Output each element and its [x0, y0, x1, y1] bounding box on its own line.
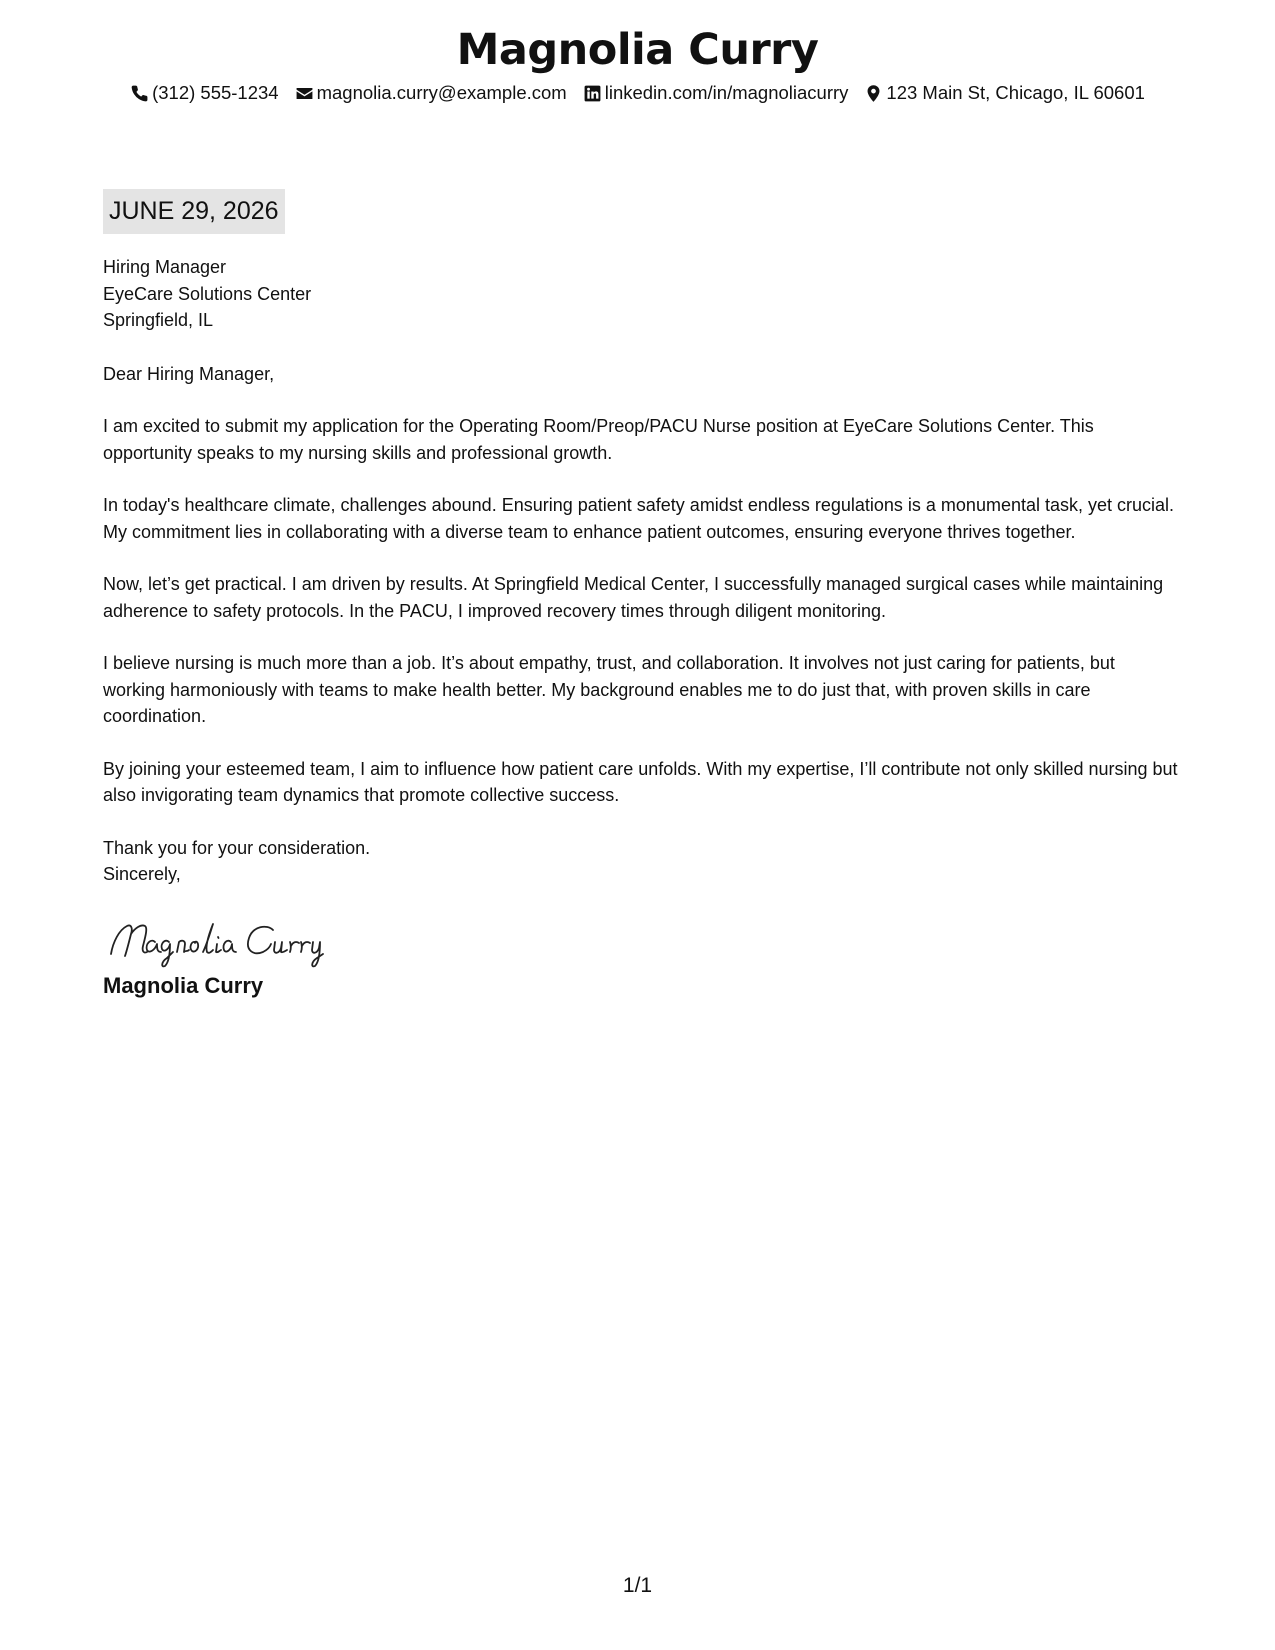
body-paragraph: I believe nursing is much more than a job. It’s about empathy, trust, and collaboration. It involves not just caring for patients, but working harmoniously with teams to make health better. My background enables me to do just that, with proven skills in care coordination.: [103, 653, 1115, 726]
letter-header: [0, 22, 1275, 106]
letter-date: JUNE 29, 2026: [103, 189, 285, 234]
body-paragraph: Now, let’s get practical. I am driven by results. At Springfield Medical Center, I successfully managed surgical cases while maintaining adherence to safety protocols. In the PACU, I improved recovery times through diligent monitoring.: [103, 574, 1164, 621]
handwritten-signature: [103, 912, 363, 972]
recipient-company: EyeCare Solutions Center: [103, 283, 312, 304]
body-paragraph: In today's healthcare climate, challenges abound. Ensuring patient safety amidst endless regulations is a monumental task, yet crucial. My commitment lies in collaborating with a diverse team to enhance patient outcomes, ensuring everyone thrives together.: [103, 495, 1175, 542]
phone-text: (312) 555-1234: [152, 82, 279, 103]
contact-address: [864, 80, 1145, 106]
letter-body: [103, 254, 1178, 1000]
envelope-icon: [295, 84, 314, 103]
address-text: 123 Main St, Chicago, IL 60601: [886, 82, 1145, 103]
contact-email[interactable]: [295, 80, 567, 106]
phone-icon: [130, 84, 149, 103]
recipient-block: [103, 254, 1178, 334]
map-marker-icon: [864, 84, 883, 103]
applicant-name: Magnolia Curry: [456, 25, 819, 75]
linkedin-text[interactable]: linkedin.com/in/magnoliacurry: [604, 82, 849, 103]
thank-you-line: Thank you for your consideration.: [103, 837, 371, 858]
signer-name: Magnolia Curry: [103, 972, 264, 998]
body-paragraph: By joining your esteemed team, I aim to influence how patient care unfolds. With my expertise, I’ll contribute not only skilled nursing but also invigorating team dynamics that promote collective success.: [103, 758, 1178, 805]
closing-line: Sincerely,: [103, 864, 181, 884]
page-number: 1/1: [622, 1574, 653, 1597]
recipient-location: Springfield, IL: [103, 310, 214, 330]
email-text[interactable]: magnolia.curry@example.com: [316, 82, 567, 103]
body-paragraph: I am excited to submit my application for the Operating Room/Preop/PACU Nurse position at EyeCare Solutions Center. This opportunity speaks to my nursing skills and professional growth.: [103, 416, 1094, 463]
contact-linkedin[interactable]: [583, 80, 849, 106]
recipient-title: Hiring Manager: [103, 257, 227, 277]
linkedin-icon: [583, 84, 602, 103]
contact-info: [0, 80, 1275, 106]
salutation: Dear Hiring Manager,: [103, 363, 275, 384]
contact-phone: [130, 80, 279, 106]
